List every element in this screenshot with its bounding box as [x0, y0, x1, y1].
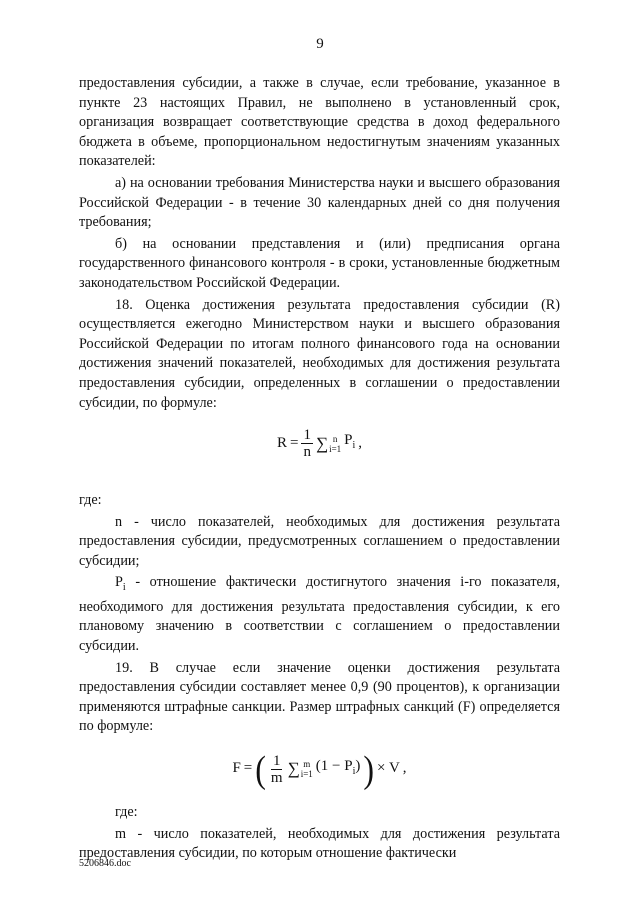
fraction	[301, 427, 313, 460]
sigma-icon: ∑	[287, 759, 300, 779]
formula-r	[79, 427, 560, 471]
formula-eq: =	[243, 760, 253, 777]
sigma-icon: ∑	[315, 433, 329, 453]
paragraph: 19. В случае если значение оценки достижения результата предоставления субсидии составляет менее 0,9 (90 процентов), к организации применяются штрафные санкции. Размер штрафных санкций (F) определяется по формуле:	[79, 659, 560, 735]
formula-tail: ,	[358, 434, 363, 451]
paragraph: б) на основании представления и (или) предписания органа государственного финансового контроля - в сроки, установленные бюджетным законодательством Российской Федерации.	[79, 235, 560, 291]
left-paren-icon: (	[255, 747, 266, 791]
file-footer: 5206846.doc	[79, 858, 131, 869]
fraction-numerator: 1	[272, 752, 281, 769]
paragraph: m - число показателей, необходимых для достижения результата предоставления субсидии, по которым отношение фактически	[79, 825, 560, 862]
formula-term: $(1 - P_i)$	[315, 757, 361, 777]
paragraph: n - число показателей, необходимых для достижения результата предоставления субсидии, предусмотренных соглашением о предоставлении субсидии;	[79, 513, 560, 569]
sum-symbol	[288, 759, 313, 779]
sum-upper: n	[332, 433, 338, 444]
symbol-p: P	[115, 574, 123, 591]
sum-upper: m	[303, 759, 311, 770]
formula-eq: =	[289, 434, 299, 451]
formula-tail: ,	[402, 760, 407, 777]
formula-lhs: F	[232, 760, 241, 777]
fraction-denominator: n	[303, 444, 311, 461]
formula-f	[79, 749, 560, 793]
sum-lower: i=1	[300, 769, 313, 780]
page-number: 9	[316, 36, 324, 52]
sum-symbol	[316, 434, 341, 454]
where-label: где:	[79, 492, 102, 509]
document-body	[79, 74, 560, 864]
paragraph: а) на основании требования Министерства науки и высшего образования Российской Федерации - в течение 30 календарных дней со дня получения требования;	[79, 174, 560, 231]
paragraph: 18. Оценка достижения результата предоставления субсидии (R) осуществляется ежегодно Министерством науки и высшего образования Российской Федерации по итогам полного финансового года на основании достижения значений показателей, необходимых для достижения результата предоставления субсидии, определенных в соглашении о предоставлении субсидии, по формуле:	[79, 296, 560, 411]
symbol-p-sub: i	[122, 582, 126, 594]
sum-lower: i=1	[329, 443, 342, 454]
right-paren-icon: )	[363, 747, 375, 791]
paragraph: предоставления субсидии, а также в случае, если требование, указанное в пункте 23 настоящих Правил, не выполнено в установленный срок, организация возвращает соответствующие средства в доход федерального бюджета в объеме, пропорциональном недостигнутым значениям указанных показателей:	[79, 75, 560, 170]
formula-lhs: R	[276, 434, 287, 451]
formula-times: × V	[377, 760, 400, 777]
paragraph: $P_i$ - отношение фактически достигнутого значения i-го показателя, необходимого для достижения результата предоставления субсидии, к его плановому значению в соответствии с соглашением о предоставлении субсидии.	[79, 574, 560, 655]
formula-term: $P_i$	[344, 432, 356, 452]
fraction-numerator: 1	[303, 427, 311, 444]
where-label: где:	[115, 804, 138, 821]
fraction	[269, 753, 285, 786]
fraction-denominator: m	[270, 769, 283, 786]
